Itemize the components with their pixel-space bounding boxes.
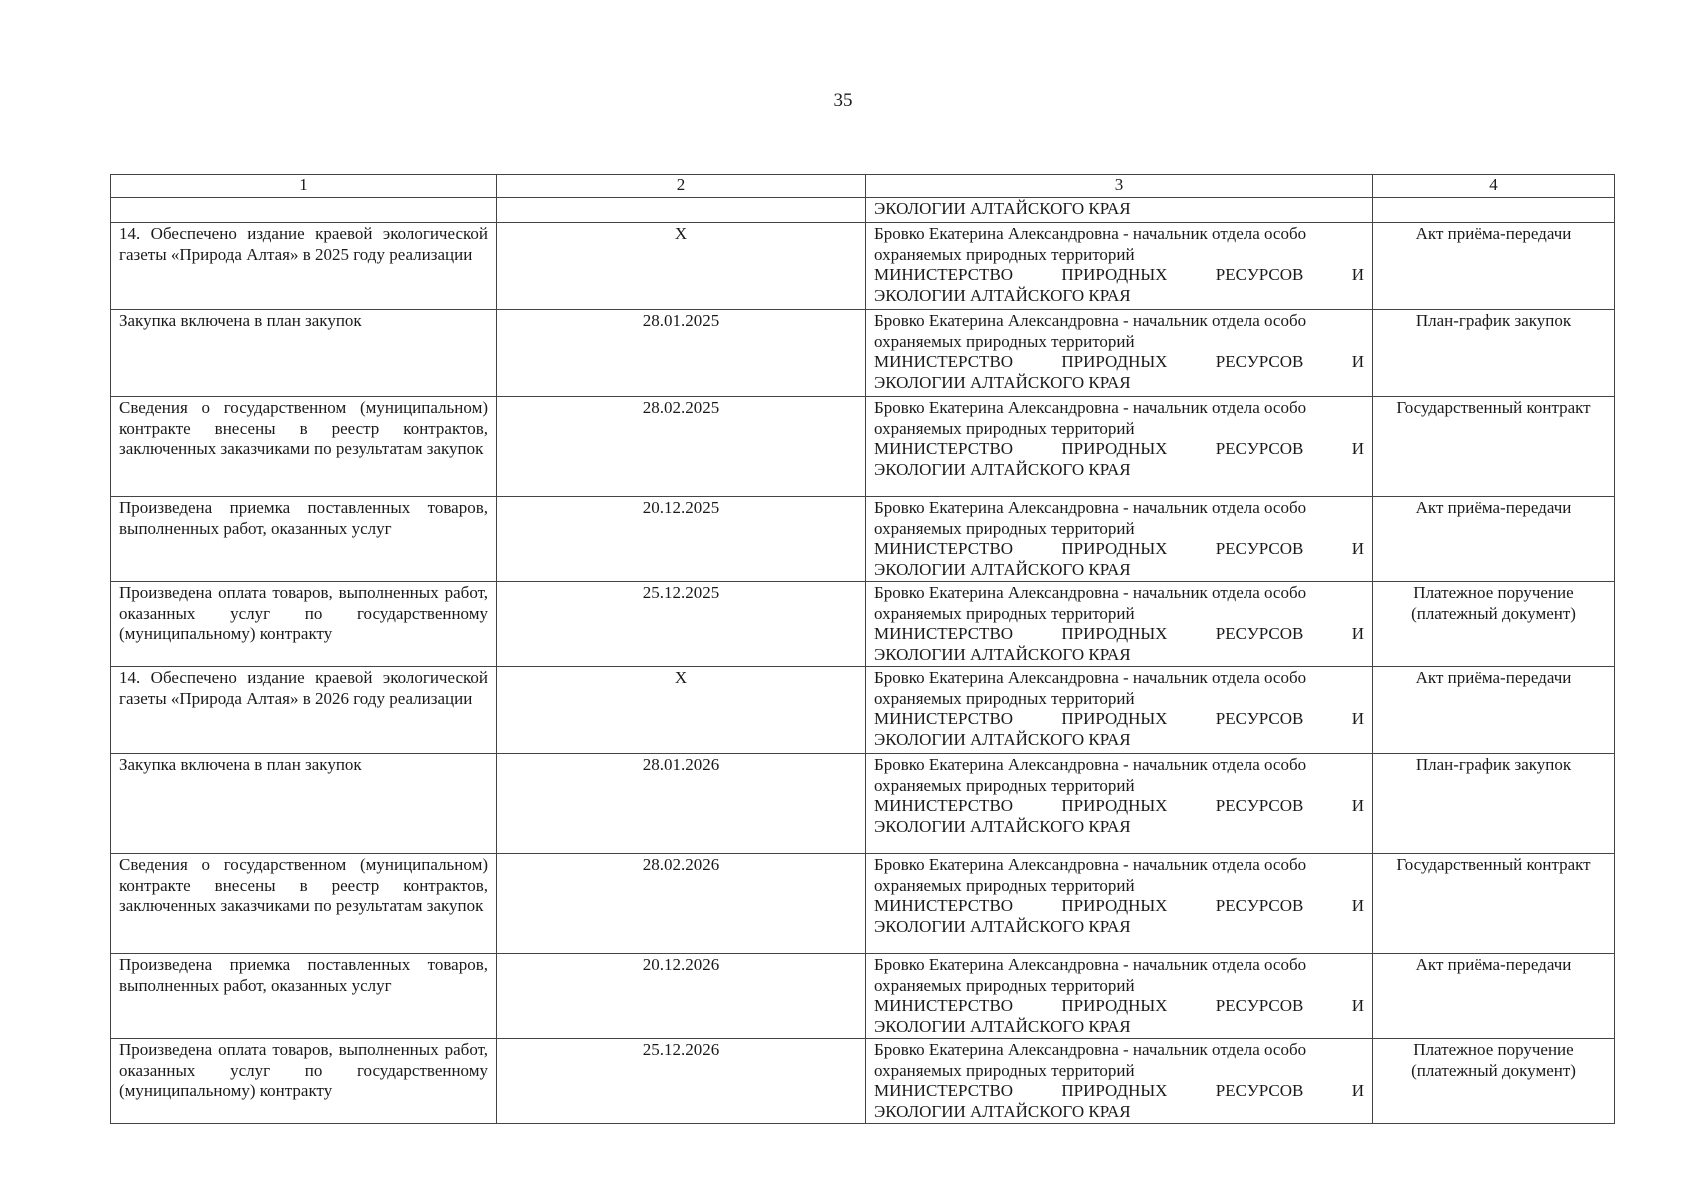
- table-row: [111, 854, 1615, 954]
- row-document: Акт приёма-передачи: [1373, 223, 1615, 310]
- continuation-col-2: [497, 198, 866, 223]
- row-date: 20.12.2025: [497, 497, 866, 582]
- row-document: План-график закупок: [1373, 310, 1615, 397]
- ministry-word: ПРИРОДНЫХ: [1061, 539, 1168, 558]
- ministry-word: РЕСУРСОВ: [1215, 539, 1304, 558]
- row-document: Акт приёма-передачи: [1373, 954, 1615, 1039]
- table-row: [111, 1039, 1615, 1124]
- responsible-person: Бровко Екатерина Александровна - начальник отдела особо: [874, 398, 1307, 417]
- row-date: 25.12.2026: [497, 1039, 866, 1124]
- responsible-person: Бровко Екатерина Александровна - начальник отдела особо: [874, 224, 1307, 243]
- row-responsible: [866, 223, 1373, 310]
- header-row: [111, 175, 1615, 198]
- ministry-word: МИНИСТЕРСТВО: [874, 265, 1014, 284]
- ministry-word: РЕСУРСОВ: [1215, 439, 1304, 458]
- ministry-word: РЕСУРСОВ: [1215, 896, 1304, 915]
- ministry-word: МИНИСТЕРСТВО: [874, 539, 1014, 558]
- responsible-ministry: [874, 709, 1364, 730]
- responsible-department: охраняемых природных территорий: [874, 518, 1135, 538]
- row-document: Платежное поручение (платежный документ): [1373, 1039, 1615, 1124]
- row-responsible: [866, 954, 1373, 1039]
- table-row: [111, 754, 1615, 854]
- table-row: [111, 582, 1615, 667]
- row-date: 20.12.2026: [497, 954, 866, 1039]
- row-date: 25.12.2025: [497, 582, 866, 667]
- row-responsible: [866, 310, 1373, 397]
- header-col-2: 2: [497, 175, 866, 198]
- row-name: 14. Обеспечено издание краевой экологической газеты «Природа Алтая» в 2026 году реализации: [111, 667, 497, 754]
- responsible-person: Бровко Екатерина Александровна - начальник отдела особо: [874, 668, 1307, 687]
- row-name: Закупка включена в план закупок: [111, 310, 497, 397]
- responsible-department: охраняемых природных территорий: [874, 688, 1135, 708]
- continuation-col-1: [111, 198, 497, 223]
- ministry-word: МИНИСТЕРСТВО: [874, 796, 1014, 815]
- row-date: 28.02.2025: [497, 397, 866, 497]
- row-date: 28.02.2026: [497, 854, 866, 954]
- responsible-ministry-cont: ЭКОЛОГИИ АЛТАЙСКОГО КРАЯ: [874, 644, 1131, 664]
- ministry-word: МИНИСТЕРСТВО: [874, 1081, 1014, 1100]
- ministry-word: ПРИРОДНЫХ: [1061, 1081, 1168, 1100]
- ministry-word: ПРИРОДНЫХ: [1061, 796, 1168, 815]
- responsible-ministry: [874, 1081, 1364, 1102]
- ministry-word: И: [1351, 624, 1364, 643]
- responsible-department: охраняемых природных территорий: [874, 1060, 1135, 1080]
- ministry-word: И: [1351, 539, 1364, 558]
- responsible-person: Бровко Екатерина Александровна - начальник отдела особо: [874, 955, 1307, 974]
- ministry-word: РЕСУРСОВ: [1215, 624, 1304, 643]
- ministry-word: И: [1351, 1081, 1364, 1100]
- table-row: [111, 667, 1615, 754]
- row-responsible: [866, 497, 1373, 582]
- ministry-word: И: [1351, 352, 1364, 371]
- responsible-ministry: [874, 624, 1364, 645]
- header-col-1: 1: [111, 175, 497, 198]
- row-date: X: [497, 223, 866, 310]
- ministry-word: РЕСУРСОВ: [1215, 265, 1304, 284]
- ministry-word: РЕСУРСОВ: [1215, 709, 1304, 728]
- responsible-person: Бровко Екатерина Александровна - начальник отдела особо: [874, 583, 1307, 602]
- responsible-ministry-cont: ЭКОЛОГИИ АЛТАЙСКОГО КРАЯ: [874, 816, 1131, 836]
- row-responsible: [866, 667, 1373, 754]
- table-row: [111, 954, 1615, 1039]
- ministry-word: ПРИРОДНЫХ: [1061, 352, 1168, 371]
- responsible-ministry-cont: ЭКОЛОГИИ АЛТАЙСКОГО КРАЯ: [874, 1101, 1131, 1121]
- row-responsible: [866, 582, 1373, 667]
- row-name: Произведена оплата товаров, выполненных работ, оказанных услуг по государственному (муниципальному) контракту: [111, 582, 497, 667]
- ministry-word: РЕСУРСОВ: [1215, 1081, 1304, 1100]
- ministry-word: И: [1351, 896, 1364, 915]
- header-col-4: 4: [1373, 175, 1615, 198]
- ministry-word: И: [1351, 439, 1364, 458]
- ministry-word: МИНИСТЕРСТВО: [874, 352, 1014, 371]
- responsible-ministry-cont: ЭКОЛОГИИ АЛТАЙСКОГО КРАЯ: [874, 916, 1131, 936]
- row-responsible: [866, 397, 1373, 497]
- ministry-word: РЕСУРСОВ: [1215, 796, 1304, 815]
- ministry-word: МИНИСТЕРСТВО: [874, 439, 1014, 458]
- ministry-word: И: [1351, 265, 1364, 284]
- ministry-word: МИНИСТЕРСТВО: [874, 624, 1014, 643]
- row-date: 28.01.2026: [497, 754, 866, 854]
- ministry-word: РЕСУРСОВ: [1215, 352, 1304, 371]
- responsible-ministry: [874, 996, 1364, 1017]
- row-document: Акт приёма-передачи: [1373, 667, 1615, 754]
- row-responsible: [866, 754, 1373, 854]
- responsible-ministry-cont: ЭКОЛОГИИ АЛТАЙСКОГО КРАЯ: [874, 372, 1131, 392]
- responsible-ministry-cont: ЭКОЛОГИИ АЛТАЙСКОГО КРАЯ: [874, 1016, 1131, 1036]
- responsible-ministry-cont: ЭКОЛОГИИ АЛТАЙСКОГО КРАЯ: [874, 559, 1131, 579]
- responsible-person: Бровко Екатерина Александровна - начальник отдела особо: [874, 755, 1307, 774]
- row-responsible: [866, 854, 1373, 954]
- ministry-word: И: [1351, 996, 1364, 1015]
- ministry-word: МИНИСТЕРСТВО: [874, 709, 1014, 728]
- continuation-row: [111, 198, 1615, 223]
- responsible-department: охраняемых природных территорий: [874, 975, 1135, 995]
- responsible-person: Бровко Екатерина Александровна - начальник отдела особо: [874, 855, 1307, 874]
- responsible-ministry: [874, 796, 1364, 817]
- ministry-word: ПРИРОДНЫХ: [1061, 896, 1168, 915]
- ministry-word: И: [1351, 796, 1364, 815]
- responsible-ministry-cont: ЭКОЛОГИИ АЛТАЙСКОГО КРАЯ: [874, 729, 1131, 749]
- continuation-col-4: [1373, 198, 1615, 223]
- table-row: [111, 223, 1615, 310]
- responsible-person: Бровко Екатерина Александровна - начальник отдела особо: [874, 1040, 1307, 1059]
- ministry-word: И: [1351, 709, 1364, 728]
- ministry-word: ПРИРОДНЫХ: [1061, 709, 1168, 728]
- row-date: 28.01.2025: [497, 310, 866, 397]
- responsible-department: охраняемых природных территорий: [874, 244, 1135, 264]
- responsible-ministry: [874, 539, 1364, 560]
- row-document: Платежное поручение (платежный документ): [1373, 582, 1615, 667]
- responsible-person: Бровко Екатерина Александровна - начальник отдела особо: [874, 311, 1307, 330]
- ministry-word: ПРИРОДНЫХ: [1061, 439, 1168, 458]
- ministry-word: ПРИРОДНЫХ: [1061, 624, 1168, 643]
- responsible-department: охраняемых природных территорий: [874, 331, 1135, 351]
- ministry-word: РЕСУРСОВ: [1215, 996, 1304, 1015]
- responsible-ministry: [874, 439, 1364, 460]
- ministry-word: ПРИРОДНЫХ: [1061, 265, 1168, 284]
- responsible-department: охраняемых природных территорий: [874, 603, 1135, 623]
- responsible-ministry: [874, 352, 1364, 373]
- row-document: План-график закупок: [1373, 754, 1615, 854]
- table-row: [111, 397, 1615, 497]
- responsible-department: охраняемых природных территорий: [874, 418, 1135, 438]
- responsible-ministry: [874, 265, 1364, 286]
- row-name: Сведения о государственном (муниципальном) контракте внесены в реестр контрактов, заключенных заказчиками по результатам закупок: [111, 854, 497, 954]
- responsible-department: охраняемых природных территорий: [874, 875, 1135, 895]
- page-number: 35: [833, 90, 853, 111]
- responsible-ministry: [874, 896, 1364, 917]
- row-name: Произведена приемка поставленных товаров, выполненных работ, оказанных услуг: [111, 497, 497, 582]
- row-document: Государственный контракт: [1373, 397, 1615, 497]
- continuation-responsible: ЭКОЛОГИИ АЛТАЙСКОГО КРАЯ: [866, 198, 1373, 223]
- responsible-ministry-cont: ЭКОЛОГИИ АЛТАЙСКОГО КРАЯ: [874, 459, 1131, 479]
- row-name: Закупка включена в план закупок: [111, 754, 497, 854]
- responsible-ministry-cont: ЭКОЛОГИИ АЛТАЙСКОГО КРАЯ: [874, 285, 1131, 305]
- ministry-word: МИНИСТЕРСТВО: [874, 996, 1014, 1015]
- row-document: Акт приёма-передачи: [1373, 497, 1615, 582]
- row-name: Произведена приемка поставленных товаров, выполненных работ, оказанных услуг: [111, 954, 497, 1039]
- plan-table: [110, 174, 1615, 1124]
- table-row: [111, 497, 1615, 582]
- ministry-word: МИНИСТЕРСТВО: [874, 896, 1014, 915]
- responsible-department: охраняемых природных территорий: [874, 775, 1135, 795]
- row-name: Сведения о государственном (муниципальном) контракте внесены в реестр контрактов, заключенных заказчиками по результатам закупок: [111, 397, 497, 497]
- responsible-person: Бровко Екатерина Александровна - начальник отдела особо: [874, 498, 1307, 517]
- row-responsible: [866, 1039, 1373, 1124]
- row-name: 14. Обеспечено издание краевой экологической газеты «Природа Алтая» в 2025 году реализации: [111, 223, 497, 310]
- ministry-word: ПРИРОДНЫХ: [1061, 996, 1168, 1015]
- table-row: [111, 310, 1615, 397]
- row-date: X: [497, 667, 866, 754]
- row-document: Государственный контракт: [1373, 854, 1615, 954]
- header-col-3: 3: [866, 175, 1373, 198]
- row-name: Произведена оплата товаров, выполненных работ, оказанных услуг по государственному (муниципальному) контракту: [111, 1039, 497, 1124]
